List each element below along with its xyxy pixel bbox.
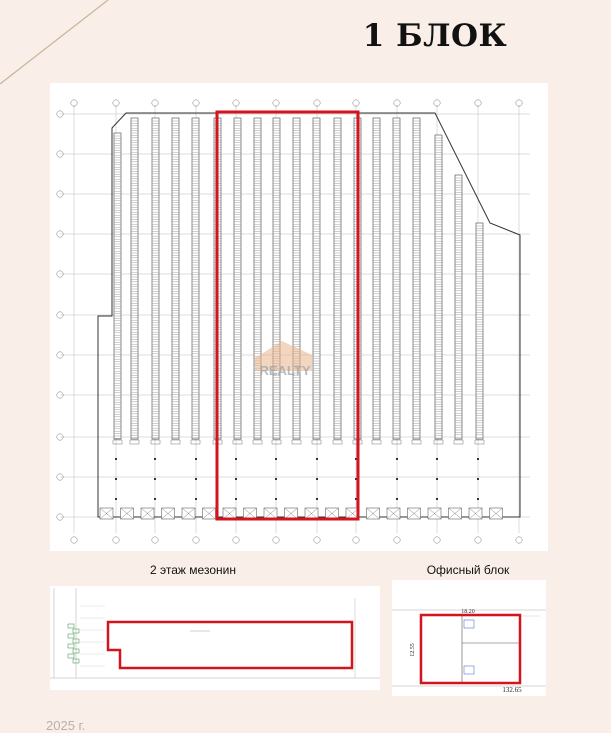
warehouse-floor-plan <box>50 83 548 551</box>
rack-label-box <box>434 440 443 444</box>
page-title: 1 БЛОК <box>362 18 508 54</box>
grid-column-marker <box>475 537 481 543</box>
rack-row <box>234 118 241 439</box>
grid-column-marker <box>353 537 359 543</box>
column-dot <box>195 458 197 460</box>
column-dot <box>396 458 398 460</box>
rack-row <box>273 118 280 439</box>
column-dot <box>396 498 398 500</box>
rack-row <box>476 223 483 439</box>
rack-label-box <box>191 440 200 444</box>
stair-step <box>68 644 74 648</box>
mezzanine-plan <box>50 586 380 690</box>
grid-column-marker <box>314 537 320 543</box>
column-dot <box>316 478 318 480</box>
footer-year: 2025 г. <box>46 718 86 733</box>
office-dim-side: 12.55 <box>410 643 416 657</box>
rack-row <box>313 118 320 439</box>
column-dot <box>275 458 277 460</box>
column-dot <box>154 498 156 500</box>
column-dot <box>316 498 318 500</box>
column-dot <box>275 498 277 500</box>
rack-row <box>254 118 261 439</box>
room-tag <box>464 666 474 674</box>
rack-label-box <box>454 440 463 444</box>
rack-row <box>435 135 442 439</box>
column-dot <box>154 478 156 480</box>
column-dot <box>235 478 237 480</box>
rack-label-box <box>412 440 421 444</box>
office-block-plan <box>392 580 546 696</box>
grid-column-marker <box>273 537 279 543</box>
stair-step <box>68 654 74 658</box>
rack-row <box>131 118 138 439</box>
column-dot <box>316 458 318 460</box>
rack-label-box <box>333 440 342 444</box>
rack-label-box <box>233 440 242 444</box>
column-dot <box>275 478 277 480</box>
grid-column-marker <box>434 537 440 543</box>
rack-label-box <box>392 440 401 444</box>
office-block-caption: Офисный блок <box>426 563 510 577</box>
column-dot <box>396 478 398 480</box>
rack-row <box>373 118 380 439</box>
floor-plan-drawing <box>50 83 548 551</box>
rack-label-box <box>372 440 381 444</box>
stair-step <box>68 634 74 638</box>
rack-label-box <box>312 440 321 444</box>
grid-column-marker <box>113 537 119 543</box>
office-drawing <box>392 580 546 696</box>
office-dim-top: 18.20 <box>461 609 475 615</box>
room-tag <box>464 620 474 628</box>
column-dot <box>115 498 117 500</box>
column-dot <box>115 478 117 480</box>
rack-label-box <box>130 440 139 444</box>
office-highlighted-area <box>421 615 520 683</box>
mezzanine-lines <box>50 588 380 678</box>
dock-layer <box>100 458 503 519</box>
rack-label-box <box>475 440 484 444</box>
rack-label-box <box>151 440 160 444</box>
column-dot <box>477 458 479 460</box>
column-dot <box>436 458 438 460</box>
rack-label-box <box>292 440 301 444</box>
column-dot <box>154 458 156 460</box>
column-dot <box>436 478 438 480</box>
column-dot <box>115 458 117 460</box>
rack-label-box <box>171 440 180 444</box>
grid-column-marker <box>516 537 522 543</box>
rack-label-box <box>253 440 262 444</box>
grid-column-marker <box>394 537 400 543</box>
rack-row <box>393 118 400 439</box>
office-dim-bottom: 132.65 <box>502 686 522 694</box>
watermark-text: REALTY <box>259 363 311 378</box>
mezzanine-caption: 2 этаж мезонин <box>150 563 236 577</box>
rack-label-box <box>272 440 281 444</box>
rack-row <box>192 118 199 439</box>
grid-column-marker <box>193 537 199 543</box>
rack-row <box>334 118 341 439</box>
grid-column-marker <box>152 537 158 543</box>
column-dot <box>195 478 197 480</box>
rack-row <box>413 118 420 439</box>
column-dot <box>477 498 479 500</box>
column-dot <box>235 458 237 460</box>
column-dot <box>195 498 197 500</box>
column-dot <box>235 498 237 500</box>
rack-row <box>114 133 121 439</box>
column-dot <box>477 478 479 480</box>
grid-column-marker <box>71 537 77 543</box>
rack-row <box>152 118 159 439</box>
stair-step <box>68 624 74 628</box>
rack-label-box <box>113 440 122 444</box>
mezzanine-highlighted-area <box>108 622 352 668</box>
rack-row <box>455 175 462 439</box>
rack-row <box>293 118 300 439</box>
mezzanine-drawing <box>50 586 380 690</box>
column-dot <box>436 498 438 500</box>
rack-row <box>172 118 179 439</box>
grid-column-marker <box>233 537 239 543</box>
